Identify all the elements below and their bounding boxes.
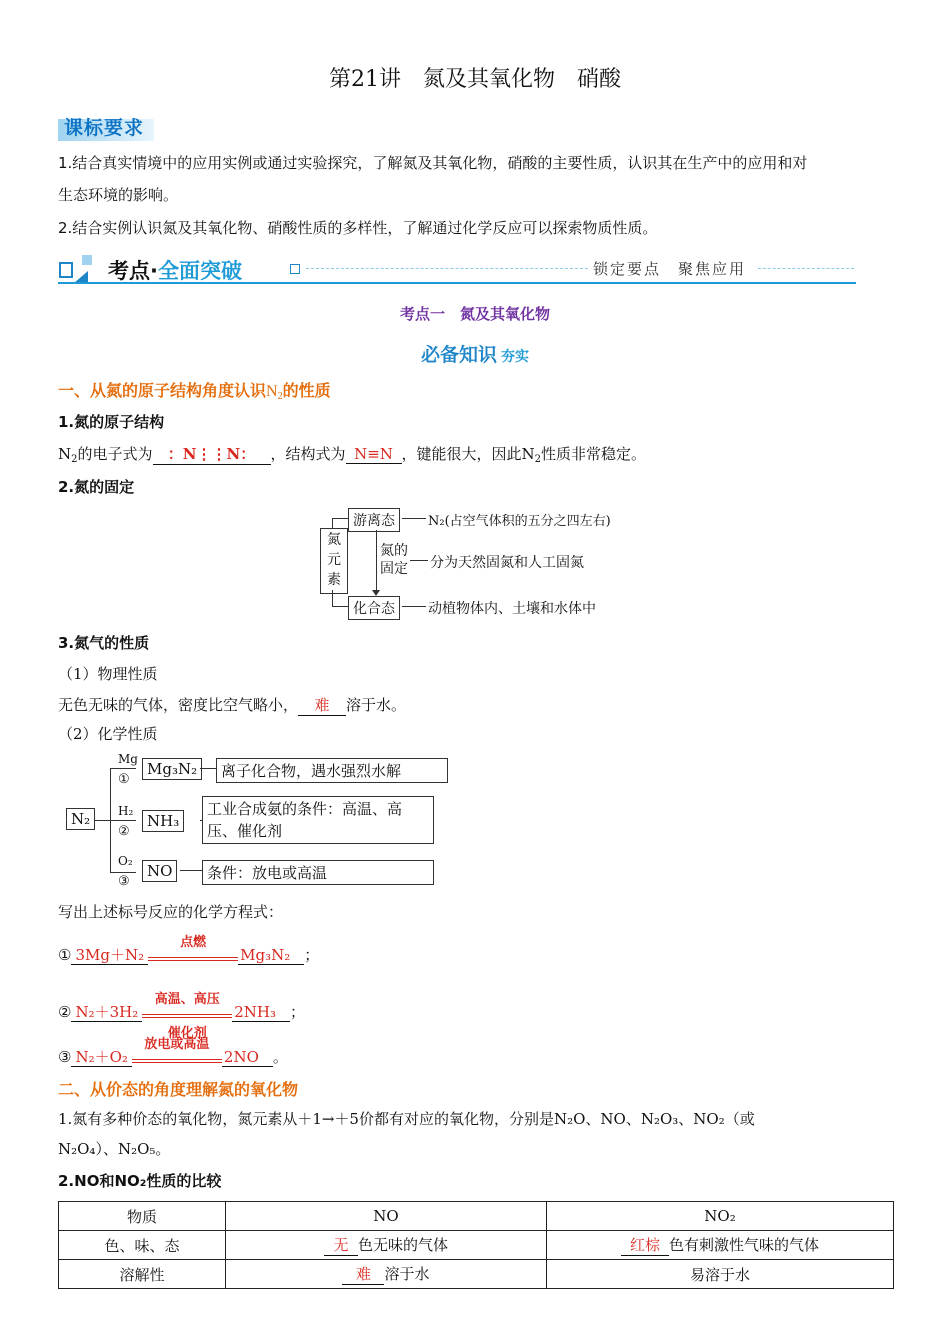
row-label: 溶解性 [59, 1260, 226, 1289]
no2-color-cell: 红棕 色有刺激性气味的气体 [547, 1231, 894, 1260]
no-desc: 条件：放电或高温 [202, 860, 434, 885]
banner-deco-icon [58, 253, 108, 285]
equation-3: ③ N₂＋O₂ 放电或高温 2NO 。 [58, 1037, 288, 1066]
no-solubility-cell: 难 溶于水 [226, 1260, 547, 1289]
no2-solubility-cell: 易溶于水 [547, 1260, 894, 1289]
n2-box: N₂ [66, 808, 95, 830]
bibei-heading [0, 340, 950, 367]
subsection-2-2: 2.NO和NO₂性质的比较 [58, 1172, 222, 1190]
n2-electron-formula: ：N⋮⋮N： [153, 443, 271, 465]
equation-1: ① 3Mg＋N₂ 点燃 Mg₃N₂ ； [58, 935, 320, 964]
n2-reaction-diagram [58, 752, 438, 892]
nh3-box: NH₃ [142, 810, 184, 832]
nh3-desc: 工业合成氨的条件：高温、高 压、催化剂 [202, 796, 434, 844]
no-no2-comparison-table [58, 1201, 894, 1289]
row-label: 色、味、态 [59, 1231, 226, 1260]
free-state-box: 游离态 [348, 508, 400, 532]
element-box: 氮元素 [320, 528, 348, 594]
marker-1: ① [118, 772, 130, 787]
header-no: NO [226, 1202, 547, 1231]
kaodian-label: 考点 [108, 259, 150, 283]
write-equations-prompt: 写出上述标号反应的化学方程式： [58, 903, 284, 921]
mg-reagent: Mg [118, 752, 138, 766]
header-substance: 物质 [59, 1202, 226, 1231]
page-title: 第21讲 氮及其氧化物 硝酸 [329, 67, 621, 92]
requirement-2: 2.结合实例认识氮及其氧化物、硝酸性质的多样性，了解通过化学反应可以探索物质性质。 [58, 219, 658, 237]
kaodian-label-2: 全面突破 [157, 259, 242, 283]
marker-3: ③ [118, 874, 130, 889]
banner-right-text: 锁定要点 聚焦应用 [593, 260, 747, 278]
solubility-blank: 难 [298, 694, 346, 716]
equation-2: ② N₂＋3H₂ 高温、高压 催化剂 2NH₃ ； [58, 992, 306, 1041]
section-2-heading: 二、从价态的角度理解氮的氧化物 [58, 1080, 299, 1099]
combined-state-box: 化合态 [348, 596, 400, 620]
requirement-1b: 生态环境的影响。 [58, 186, 179, 204]
curriculum-banner [58, 111, 158, 139]
combined-state-note: 动植物体内、土壤和水体中 [428, 601, 596, 617]
physical-properties-heading: （1）物理性质 [58, 665, 158, 683]
curriculum-banner-label: 课标要求 [64, 117, 145, 139]
oxides-list-line2: N₂O₄）、N₂O₅。 [58, 1140, 171, 1158]
no-color-cell: 无 色无味的气体 [226, 1231, 547, 1260]
marker-2: ② [118, 824, 130, 839]
bibei-label-2: 夯实 [501, 349, 529, 365]
requirement-1: 1.结合真实情境中的应用实例或通过实验探究，了解氮及其氧化物，硝酸的主要性质，认识其在生产中的应用和对 [58, 154, 808, 172]
no-box: NO [142, 860, 177, 882]
table-row [59, 1231, 894, 1260]
kaodian-1-heading: 考点一 氮及其氧化物 [399, 305, 550, 323]
header-no2: NO₂ [547, 1202, 894, 1231]
n2-structural-formula: N≡N [346, 445, 402, 464]
fixation-label: 氮的固定 [380, 543, 408, 577]
physical-properties-line: 无色无味的气体，密度比空气略小， 难 溶于水。 [58, 696, 407, 714]
fixation-note: 分为天然固氮和人工固氮 [430, 555, 584, 571]
mg3n2-desc: 离子化合物，遇水强烈水解 [216, 758, 448, 783]
nitrogen-fixation-diagram [318, 506, 648, 620]
chemical-properties-heading: （2）化学性质 [58, 725, 158, 743]
subsection-1-2: 2.氮的固定 [58, 478, 135, 496]
mg3n2-box: Mg₃N₂ [142, 758, 202, 780]
subsection-1-1: 1.氮的原子结构 [58, 413, 165, 431]
subsection-1-3: 3.氮气的性质 [58, 634, 150, 652]
free-state-note: N₂(占空气体积的五分之四左右) [428, 514, 611, 529]
h2-reagent: H₂ [118, 804, 134, 818]
table-row [59, 1260, 894, 1289]
table-row [59, 1202, 894, 1231]
kaodian-banner: 考点·全面突破 锁定要点 聚焦应用 [58, 253, 858, 285]
o2-reagent: O₂ [118, 854, 133, 868]
oxides-list-line1: 1.氮有多种价态的氧化物，氮元素从＋1→＋5价都有对应的氧化物，分别是N₂O、NO、N₂O₃、NO₂（或 [58, 1110, 755, 1128]
section-1-heading: 一、从氮的原子结构角度认识$N_2$的性质 [58, 381, 331, 402]
n2-structure-line: $N_2$的电子式为 ：N⋮⋮N： ，结构式为 N≡N ，键能很大，因此$N_2$性质非常稳定。 [58, 445, 647, 465]
bibei-label: 必备知识 [420, 344, 497, 366]
